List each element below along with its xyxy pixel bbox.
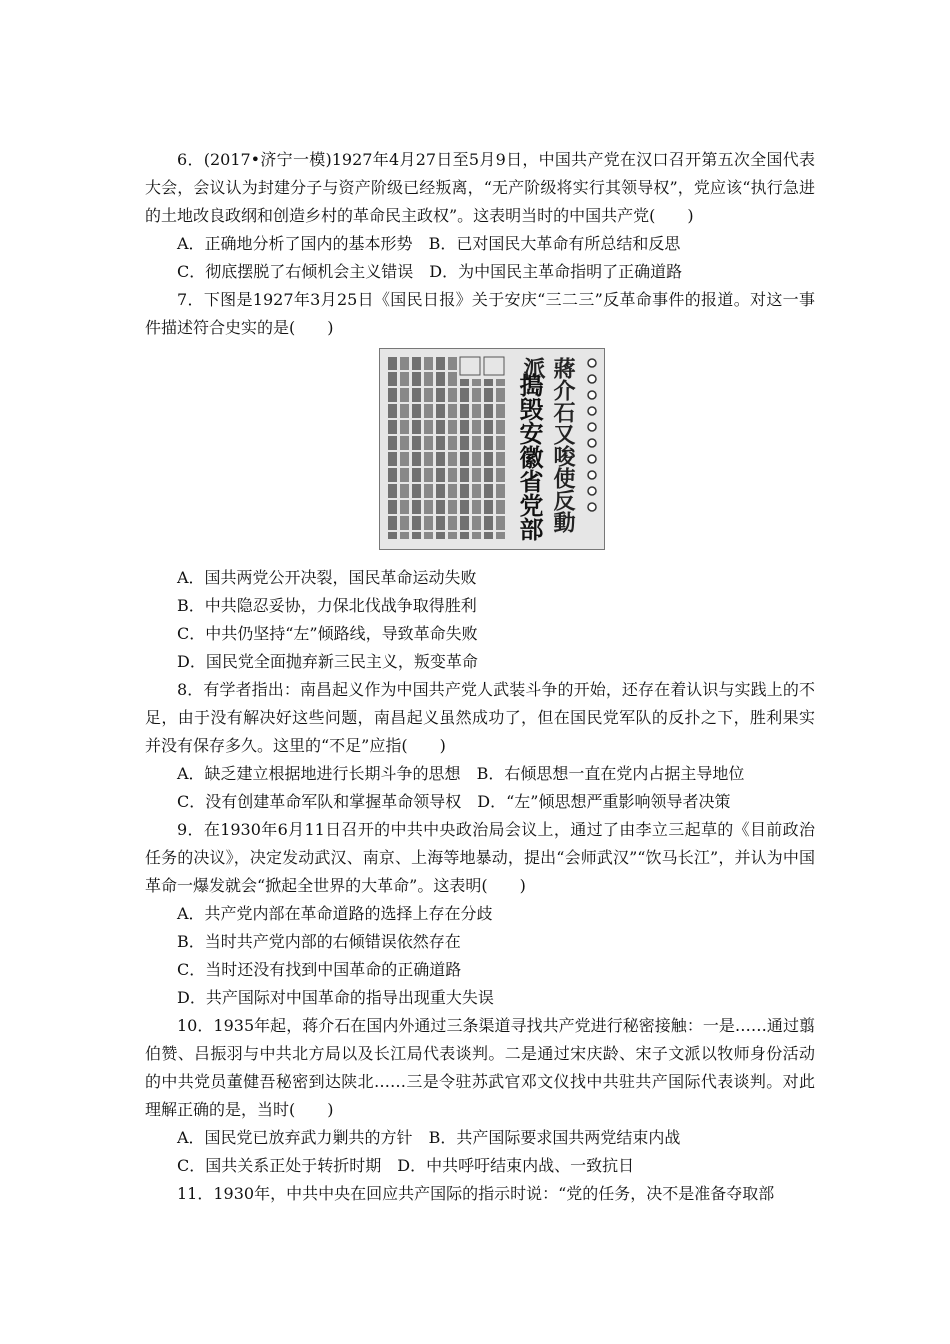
question-9-stem: 9．在1930年6月11日召开的中共中央政治局会议上，通过了由李立三起草的《目前政治任务的决议》，决定发动武汉、南京、上海等地暴动，提出“会师武汉”“饮马长江”，并认为中国革命一爆发就会“掀起全世界的大革命”。这表明( ) bbox=[145, 820, 815, 895]
question-6-option-a[interactable]: A．正确地分析了国内的基本形势 bbox=[177, 234, 413, 253]
question-10-option-a[interactable]: A．国民党已放弃武力剿共的方针 bbox=[177, 1128, 413, 1147]
question-11-stem: 11．1930年，中共中央在回应共产国际的指示时说：“党的任务，决不是准备夺取部 bbox=[177, 1184, 775, 1203]
question-8-option-c[interactable]: C．没有创建革命军队和掌握革命领导权 bbox=[177, 792, 462, 811]
question-10-options-row-1 bbox=[145, 1124, 815, 1152]
question-10-option-b[interactable]: B．共产国际要求国共两党结束内战 bbox=[428, 1128, 681, 1147]
question-10-stem: 10．1935年起，蒋介石在国内外通过三条渠道寻找共产党进行秘密接触：一是……通过翦伯赞、吕振羽与中共北方局以及长江局代表谈判。二是通过宋庆龄、宋子文派以牧师身份活动的中共党员董健吾秘密到达陕北……三是令驻苏武官邓文仪找中共驻共产国际代表谈判。对此理解正确的是，当时( ) bbox=[145, 1016, 815, 1119]
question-8-options-row-2 bbox=[145, 788, 815, 816]
question-8-option-b[interactable]: B．右倾思想一直在党内占据主导地位 bbox=[476, 764, 745, 783]
question-9-option-a[interactable]: A．共产党内部在革命道路的选择上存在分歧 bbox=[177, 904, 493, 923]
question-9-option-d[interactable]: D．共产国际对中国革命的指导出现重大失误 bbox=[177, 988, 494, 1007]
question-6-option-c[interactable]: C．彻底摆脱了右倾机会主义错误 bbox=[177, 262, 414, 281]
question-9-option-c[interactable]: C．当时还没有找到中国革命的正确道路 bbox=[177, 960, 462, 979]
question-7-stem: 7．下图是1927年3月25日《国民日报》关于安庆“三二三”反革命事件的报道。对这一事件描述符合史实的是( ) bbox=[145, 290, 815, 337]
question-8-option-d[interactable]: D．“左”倾思想严重影响领导者决策 bbox=[477, 792, 731, 811]
question-6-options-row-2 bbox=[145, 258, 815, 286]
question-6-option-b[interactable]: B．已对国民大革命有所总结和反思 bbox=[428, 234, 681, 253]
question-10-option-c[interactable]: C．国共关系正处于转折时期 bbox=[177, 1156, 382, 1175]
question-10-options-row-2 bbox=[145, 1152, 815, 1180]
question-6-stem: 6．(2017•济宁一模)1927年4月27日至5月9日，中国共产党在汉口召开第五次全国代表大会，会议认为封建分子与资产阶级已经叛离，“无产阶级将实行其领导权”，党应该“执行急进的土地改良政纲和创造乡村的革命民主政权”。这表明当时的中国共产党( ) bbox=[145, 150, 815, 225]
newspaper-main-headline: 搗毁安徽省党部 bbox=[515, 373, 544, 541]
question-6-options-row-1 bbox=[145, 230, 815, 258]
question-10-option-d[interactable]: D．中共呼吁结束内战、一致抗日 bbox=[397, 1156, 635, 1175]
question-8-options-row-1 bbox=[145, 760, 815, 788]
question-7-option-c[interactable]: C．中共仍坚持“左”倾路线，导致革命失败 bbox=[177, 624, 478, 643]
question-7-option-a[interactable]: A．国共两党公开决裂，国民革命运动失败 bbox=[177, 568, 477, 587]
newspaper-clipping-image bbox=[379, 348, 605, 550]
question-list bbox=[145, 146, 815, 1208]
question-9-option-b[interactable]: B．当时共产党内部的右倾错误依然存在 bbox=[177, 932, 461, 951]
question-8-option-a[interactable]: A．缺乏建立根据地进行长期斗争的思想 bbox=[177, 764, 461, 783]
question-7-option-d[interactable]: D．国民党全面抛弃新三民主义，叛变革命 bbox=[177, 652, 478, 671]
question-6-option-d[interactable]: D．为中国民主革命指明了正确道路 bbox=[429, 262, 683, 281]
newspaper-subheadline: 蔣介石又唆使反動派 bbox=[520, 357, 576, 533]
question-8-stem: 8．有学者指出：南昌起义作为中国共产党人武装斗争的开始，还存在着认识与实践上的不足，由于没有解决好这些问题，南昌起义虽然成功了，但在国民党军队的反扑之下，胜利果实并没有保存多久。这里的“不足”应指( ) bbox=[145, 680, 815, 755]
question-7-option-b[interactable]: B．中共隐忍妥协，力保北伐战争取得胜利 bbox=[177, 596, 477, 615]
figure-container bbox=[145, 348, 815, 560]
